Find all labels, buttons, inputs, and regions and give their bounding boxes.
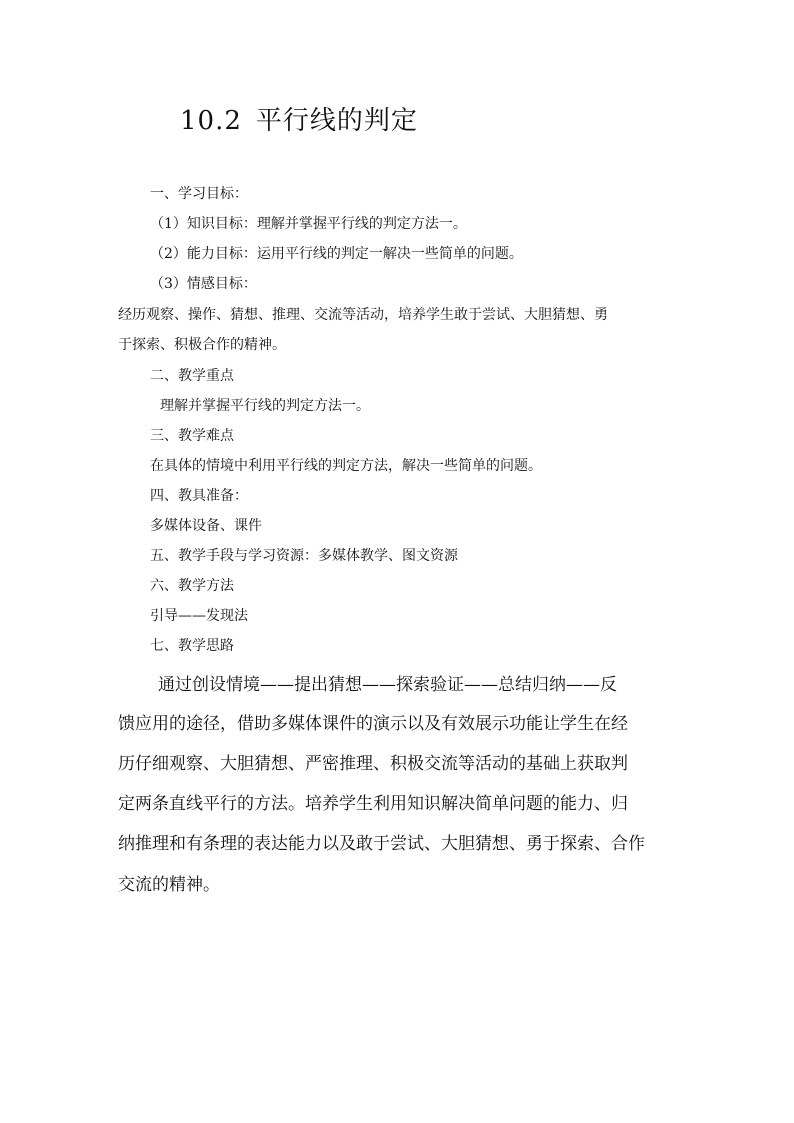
- heading-key-points: 二、教学重点: [150, 368, 234, 384]
- ideas-paragraph-line-6: 交流的精神。: [118, 875, 220, 895]
- ideas-paragraph-line-1: 通过创设情境——提出猜想——探索验证——总结归纳——反: [158, 675, 617, 695]
- methods-text: 引导——发现法: [150, 608, 248, 624]
- ideas-paragraph-line-2: 馈应用的途径，借助多媒体课件的演示以及有效展示功能让学生在经: [118, 714, 628, 734]
- objective-emotion: （3）情感目标：: [150, 276, 257, 292]
- tools-text: 多媒体设备、课件: [150, 518, 262, 534]
- objective-knowledge: （1）知识目标：理解并掌握平行线的判定方法一。: [150, 216, 467, 232]
- objective-ability: （2）能力目标：运用平行线的判定一解决一些简单的问题。: [150, 246, 523, 262]
- section-number: 10.2: [180, 106, 242, 136]
- heading-tools: 四、教具准备：: [150, 488, 248, 504]
- key-points-text: 理解并掌握平行线的判定方法一。: [160, 398, 370, 414]
- emotion-text-line-2: 于探索、积极合作的精神。: [118, 337, 286, 353]
- heading-means-resources: 五、教学手段与学习资源：多媒体教学、图文资源: [150, 548, 458, 564]
- heading-objectives: 一、学习目标：: [150, 186, 248, 202]
- ideas-paragraph-line-5: 纳推理和有条理的表达能力以及敢于尝试、大胆猜想、勇于探索、合作: [118, 834, 645, 854]
- heading-difficulties: 三、教学难点: [150, 428, 234, 444]
- document-title: [180, 100, 418, 137]
- heading-ideas: 七、教学思路: [150, 638, 234, 654]
- ideas-paragraph-line-4: 定两条直线平行的方法。培养学生利用知识解决简单问题的能力、归: [118, 794, 628, 814]
- title-text: 平行线的判定: [255, 106, 418, 136]
- ideas-paragraph-line-3: 历仔细观察、大胆猜想、严密推理、积极交流等活动的基础上获取判: [118, 754, 628, 774]
- heading-methods: 六、教学方法: [150, 578, 234, 594]
- emotion-text-line-1: 经历观察、操作、猜想、推理、交流等活动，培养学生敢于尝试、大胆猜想、勇: [118, 307, 608, 323]
- difficulties-text: 在具体的情境中利用平行线的判定方法，解决一些简单的问题。: [150, 458, 542, 474]
